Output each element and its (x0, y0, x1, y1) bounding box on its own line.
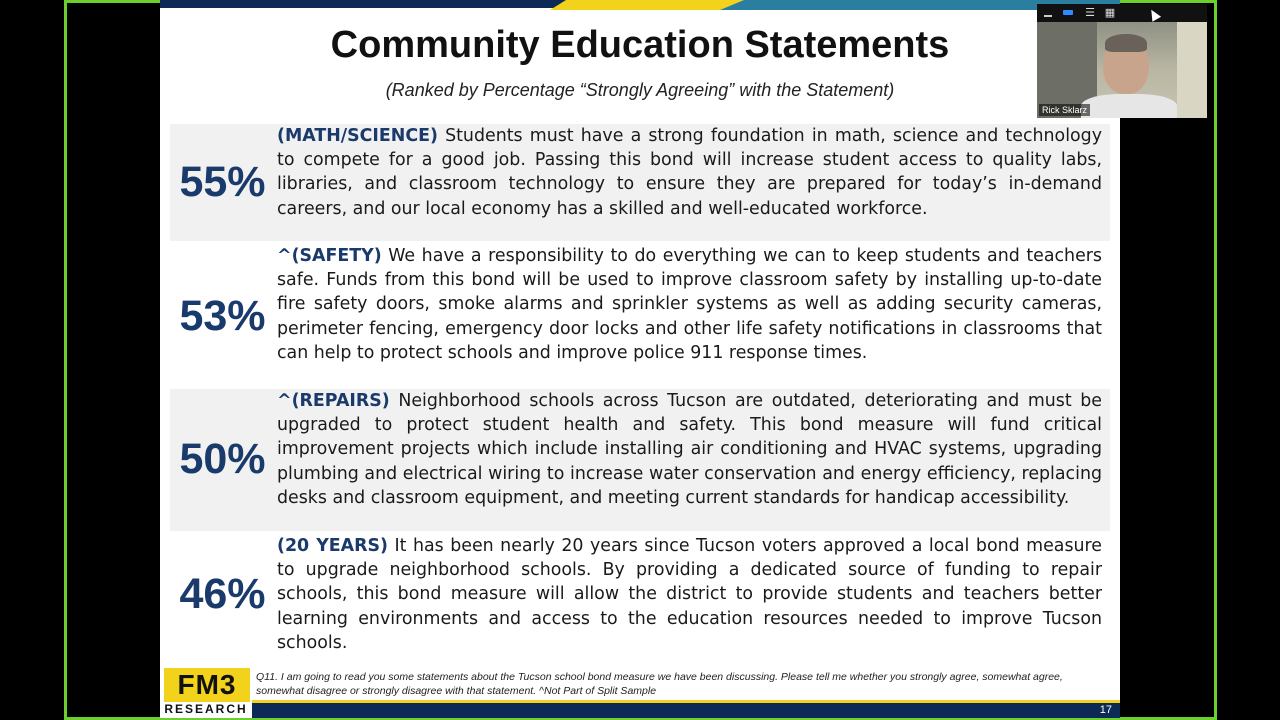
statement-percent: 53% (179, 292, 266, 340)
minimize-icon[interactable] (1041, 7, 1055, 19)
statement-percent: 46% (179, 570, 266, 618)
statement-percent: 50% (179, 435, 266, 483)
logo-fm3-text: FM3 (164, 668, 250, 702)
statement-tag: ^(SAFETY) (277, 246, 382, 266)
statement-percent: 55% (179, 158, 266, 206)
page-number: 17 (1099, 704, 1112, 716)
statement-tag: (20 YEARS) (277, 536, 388, 556)
slide-subtitle: (Ranked by Percentage “Strongly Agreeing” with the Statement) (385, 80, 895, 100)
statement-tag: ^(REPAIRS) (277, 391, 390, 411)
statement-body: Neighborhood schools across Tucson are outdated, deteriorating and must be upgraded to protect student health and safety. This bond measure will fund critical improvement projects which include installing air conditioning and HVAC systems, upgrading plumbing and electrical wiring to increase water conservation and energy efficiency, replacing desks and classroom equipment, and meeting current standards for handicap accessibility. (277, 391, 1102, 508)
statement-text (277, 124, 1102, 221)
slide-title: Community Education Statements (330, 24, 950, 66)
statement-tag: (MATH/SCIENCE) (277, 126, 438, 146)
list-view-icon[interactable]: ☰ (1085, 6, 1095, 19)
slide-header-band (160, 0, 1120, 14)
statement-row (170, 389, 1110, 531)
video-tile-toolbar (1037, 4, 1207, 22)
presentation-slide (160, 0, 1120, 718)
statement-body: It has been nearly 20 years since Tucson voters approved a local bond measure to upgrade neighborhood schools. By providing a dedicated source of funding to repair schools, this bond measure will allow the district to provide students and teachers better learning environments and access to the education resources needed to improve Tucson schools. (277, 536, 1102, 653)
statement-text (277, 534, 1102, 655)
statement-text (277, 244, 1102, 365)
slide-footer-bar (252, 703, 1120, 718)
statement-body: Students must have a strong foundation in math, science and technology to compete for a good job. Passing this bond will increase student access to quality labs, libraries, and classroom technology to ensure they are prepared for today’s in-demand careers, and our local economy has a skilled and well-educated workforce. (277, 126, 1102, 219)
logo-research-text: RESEARCH (164, 702, 248, 716)
gallery-view-icon[interactable]: ▦ (1104, 6, 1116, 19)
participant-name-label: Rick Sklarz (1039, 104, 1090, 116)
statement-row (170, 244, 1110, 389)
speaker-view-icon[interactable] (1061, 7, 1075, 19)
statement-text (277, 389, 1102, 510)
participant-video-tile[interactable] (1037, 22, 1207, 118)
fm3-logo (160, 668, 252, 718)
statement-row (170, 534, 1110, 656)
question-footnote: Q11. I am going to read you some statements about the Tucson school bond measure we have been discussing. Please tell me whether you strongly agree, somewhat agree, somewhat disagree or strongly disagree with that statement. ^Not Part of Split Sample (256, 671, 1063, 697)
statement-body: We have a responsibility to do everything we can to keep students and teachers safe. Funds from this bond will be used to improve classroom safety by installing up-to-date fire safety doors, smoke alarms and sprinkler systems as well as adding security cameras, perimeter fencing, emergency door locks and other life safety notifications in classrooms that can help to protect schools and improve police 911 response times. (277, 246, 1102, 363)
statement-row (170, 124, 1110, 241)
